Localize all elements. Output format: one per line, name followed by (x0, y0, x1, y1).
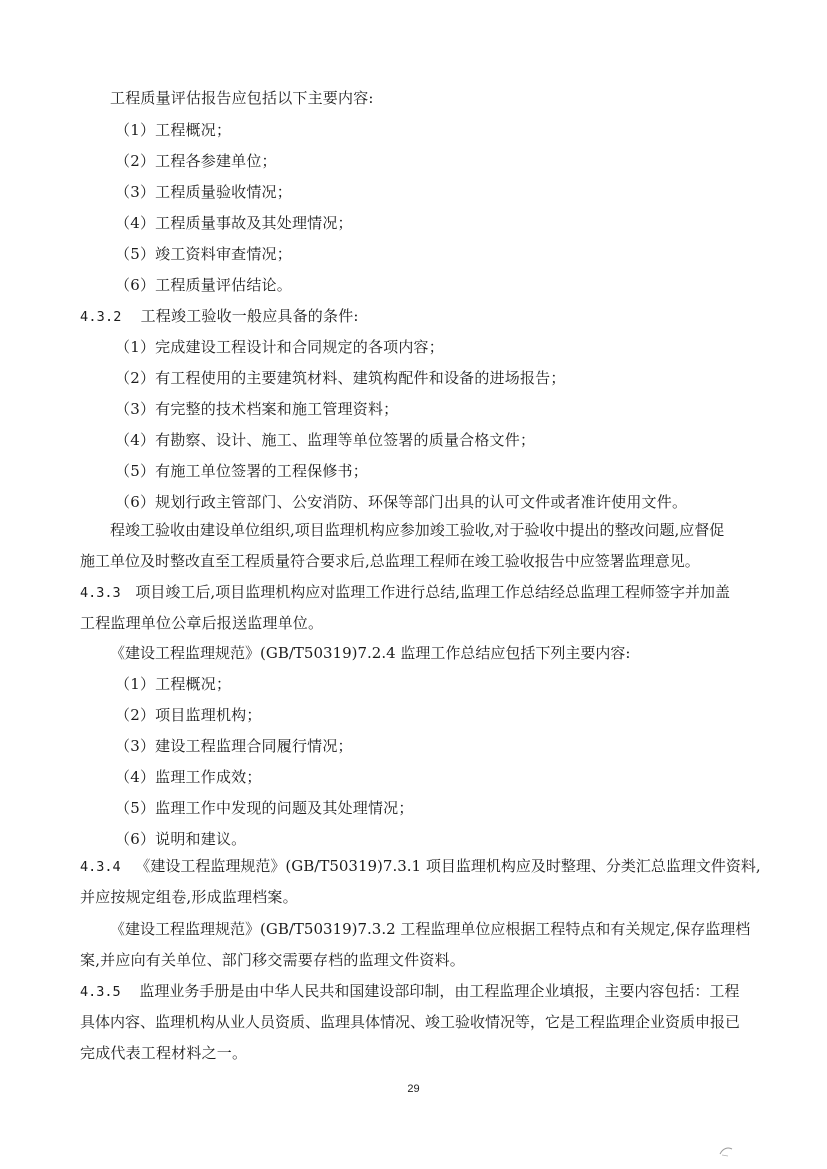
section-number: 4.3.5 (80, 984, 121, 1000)
list-item: （3）工程质量验收情况； (115, 183, 292, 201)
section-text: 《建设工程监理规范》(GB/T50319)7.3.1 项目监理机构应及时整理、分类汇总监理文件资料, (135, 857, 761, 875)
section-number: 4.3.3 (80, 585, 121, 601)
section-heading (80, 981, 739, 1002)
list-item: （5）有施工单位签署的工程保修书； (115, 462, 368, 480)
list-item: （2）有工程使用的主要建筑材料、建筑构配件和设备的进场报告； (115, 369, 566, 387)
list-item: （1）完成建设工程设计和合同规定的各项内容； (115, 338, 444, 356)
list-item: （3）有完整的技术档案和施工管理资料； (115, 400, 399, 418)
paragraph-line: 并应按规定组卷,形成监理档案。 (80, 888, 298, 906)
scan-mark-icon (714, 1140, 744, 1160)
page-number: 29 (407, 1083, 420, 1095)
list-item: （5）监理工作中发现的问题及其处理情况； (115, 799, 414, 817)
list-item: （4）监理工作成效； (115, 768, 262, 786)
list-item: （4）有勘察、设计、施工、监理等单位签署的质量合格文件； (115, 431, 536, 449)
paragraph-line: 《建设工程监理规范》(GB/T50319)7.3.2 工程监理单位应根据工程特点和有关规定,保存监理档 (110, 920, 751, 938)
section-number: 4.3.4 (80, 859, 121, 875)
list-item: （4）工程质量事故及其处理情况； (115, 214, 353, 232)
list-item: （5）竣工资料审查情况； (115, 245, 292, 263)
paragraph-line: 案,并应向有关单位、部门移交需要存档的监理文件资料。 (80, 951, 465, 969)
list-item: （6）规划行政主管部门、公安消防、环保等部门出具的认可文件或者准许使用文件。 (115, 493, 688, 511)
list-item: （1）工程概况； (115, 675, 232, 693)
section-number: 4.3.2 (80, 309, 122, 325)
paragraph-line: 《建设工程监理规范》(GB/T50319)7.2.4 监理工作总结应包括下列主要内容: (110, 644, 631, 662)
paragraph-line: 工程监理单位公章后报送监理单位。 (80, 614, 324, 632)
paragraph-line: 施工单位及时整改直至工程质量符合要求后,总监理工程师在竣工验收报告中应签署监理意见。 (80, 552, 700, 570)
list-item: （1）工程概况； (115, 121, 232, 139)
section-text: 项目竣工后,项目监理机构应对监理工作进行总结,监理工作总结经总监理工程师签字并加盖 (135, 583, 730, 601)
paragraph-line: 完成代表工程材料之一。 (80, 1044, 248, 1062)
list-item: （2）项目监理机构； (115, 706, 262, 724)
paragraph-line: 具体内容、监理机构从业人员资质、监理具体情况、竣工验收情况等，它是工程监理企业资质申报已 (80, 1013, 741, 1031)
section-text: 监理业务手册是由中华人民共和国建设部印制，由工程监理企业填报，主要内容包括：工程 (139, 982, 740, 1000)
section-heading (80, 306, 359, 327)
list-item: （3）建设工程监理合同履行情况； (115, 737, 353, 755)
list-item: （6）工程质量评估结论。 (115, 276, 292, 294)
list-item: （6）说明和建议。 (115, 830, 247, 848)
paragraph-line: 工程质量评估报告应包括以下主要内容: (110, 89, 374, 107)
section-heading (80, 856, 761, 877)
section-heading (80, 582, 730, 603)
list-item: （2）工程各参建单位； (115, 152, 277, 170)
section-text: 工程竣工验收一般应具备的条件: (140, 307, 359, 325)
paragraph-line: 程竣工验收由建设单位组织,项目监理机构应参加竣工验收,对于验收中提出的整改问题,应督促 (110, 521, 725, 539)
